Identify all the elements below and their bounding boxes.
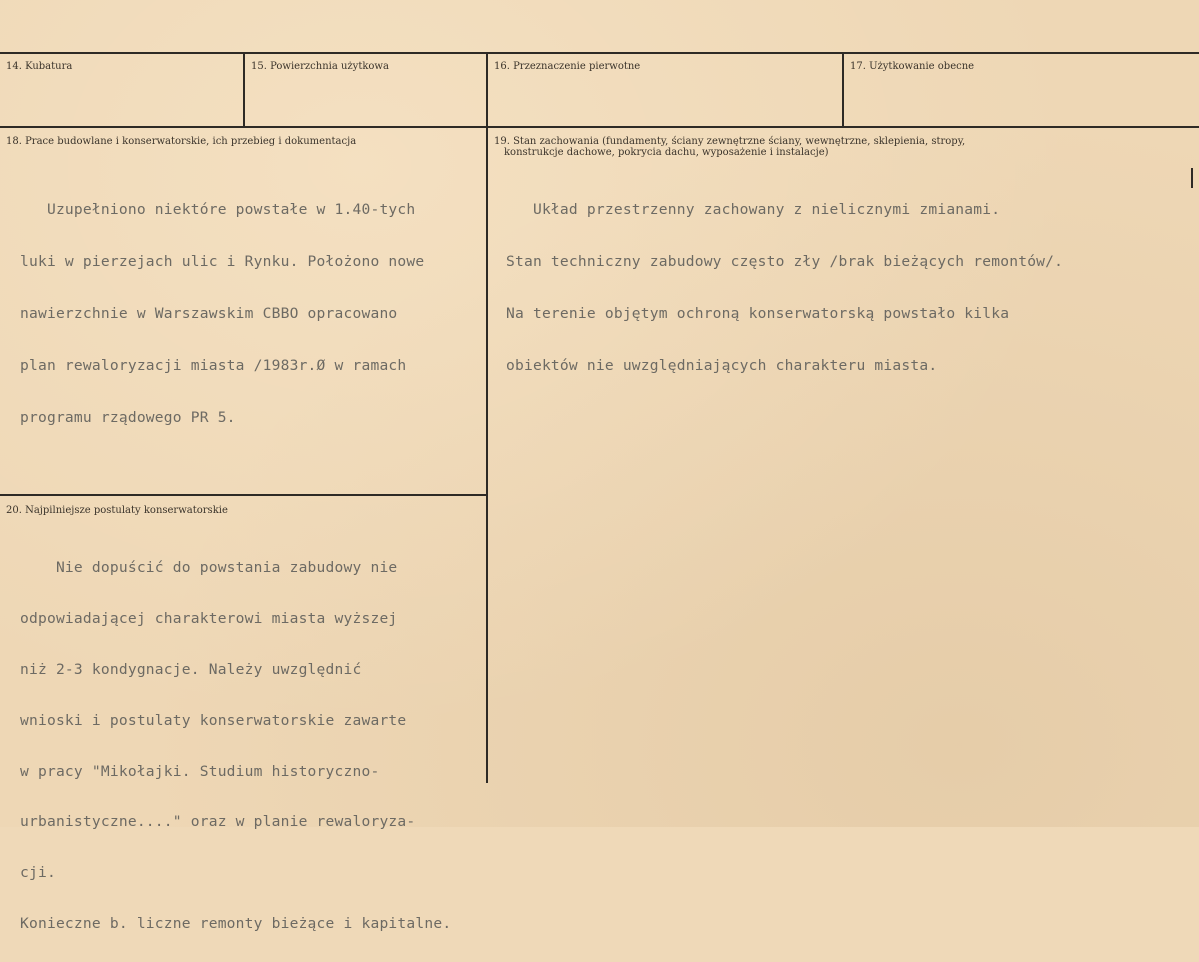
field-19-label-line1: 19. Stan zachowania (fundamenty, ściany zewnętrzne ściany, wewnętrzne, sklepienia, stropy, <box>494 136 966 147</box>
field-18-text <box>20 171 424 457</box>
row-rule-2 <box>0 494 488 496</box>
field-20-line: urbanistyczne...." oraz w planie rewaloryza- <box>20 813 416 831</box>
row-rule-1 <box>0 126 1199 128</box>
field-20-line: wnioski i postulaty konserwatorskie zawarte <box>20 711 407 729</box>
field-18-line: Uzupełniono niektóre powstałe w 1.40-tych <box>20 201 416 218</box>
field-20-line: Nie dopuścić do powstania zabudowy nie <box>20 559 398 577</box>
field-20-label: 20. Najpilniejsze postulaty konserwatorskie <box>6 505 228 516</box>
field-19-line: Stan techniczny zabudowy często zły /brak bieżących remontów/. <box>506 253 1064 270</box>
field-18-line: plan rewaloryzacji miasta /1983r.Ø w ramach <box>20 357 407 374</box>
field-19-line: Na terenie objętym ochroną konserwatorską powstało kilka <box>506 305 1010 322</box>
field-20-line: cji. <box>20 864 56 882</box>
field-18-line: programu rządowego PR 5. <box>20 409 236 426</box>
field-16-label: 16. Przeznaczenie pierwotne <box>494 61 641 72</box>
field-19-line: obiektów nie uwzględniających charakteru miasta. <box>506 357 938 374</box>
field-18-line: luki w pierzejach ulic i Rynku. Położono nowe <box>20 253 425 270</box>
col-rule-14-15 <box>243 53 245 126</box>
field-20-line: niż 2-3 kondygnacje. Należy uwzględnić <box>20 661 362 679</box>
field-18-line: nawierzchnie w Warszawskim CBBO opracowano <box>20 305 398 322</box>
field-20-text <box>20 530 451 962</box>
top-rule <box>0 52 1199 54</box>
field-14-label: 14. Kubatura <box>6 61 73 72</box>
field-19-label-line2: konstrukcje dachowe, pokrycia dachu, wyposażenie i instalacje) <box>504 147 829 158</box>
field-20-line: odpowiadającej charakterowi miasta wyższej <box>20 610 398 628</box>
field-18-label: 18. Prace budowlane i konserwatorskie, ich przebieg i dokumentacja <box>6 136 357 147</box>
margin-mark <box>1191 168 1193 188</box>
field-19-line: Układ przestrzenny zachowany z nielicznymi zmianami. <box>506 201 1001 218</box>
field-19-text <box>506 171 1063 405</box>
col-rule-15-16 <box>486 53 488 783</box>
field-20-line: w pracy "Mikołajki. Studium historyczno- <box>20 762 380 780</box>
field-20-line: Konieczne b. liczne remonty bieżące i kapitalne. <box>20 915 452 933</box>
col-rule-16-17 <box>842 53 844 126</box>
field-15-label: 15. Powierzchnia użytkowa <box>251 61 389 72</box>
field-17-label: 17. Użytkowanie obecne <box>850 61 975 72</box>
